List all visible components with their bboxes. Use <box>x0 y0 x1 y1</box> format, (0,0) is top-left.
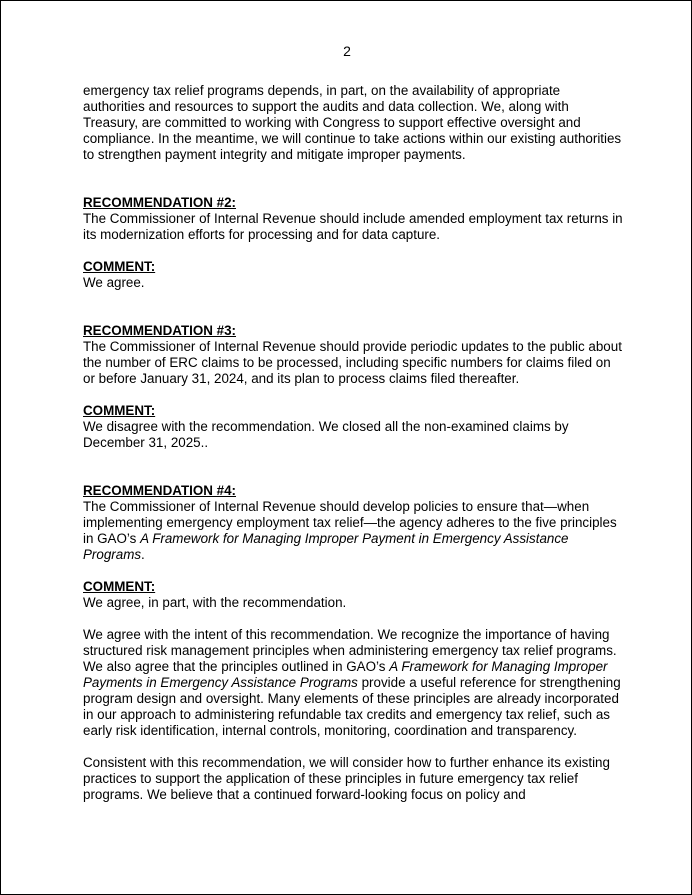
comment-2-heading: COMMENT: <box>83 259 156 274</box>
comment-3-text: We disagree with the recommendation. We closed all the non-examined claims by December 31, 2025.. <box>83 419 569 450</box>
comment-2-text: We agree. <box>83 275 145 290</box>
comment-3-heading: COMMENT: <box>83 403 156 418</box>
recommendation-4-text-lead: The Commissioner of Internal Revenue should develop policies to ensure that—when implementing emergency employment tax relief—the agency adheres to the five principles in GAO’s <box>83 499 617 546</box>
gao-framework-title-2: A Framework for Managing Improper Payments in Emergency Assistance Programs <box>83 659 608 690</box>
paragraph-1-lead: We agree with the intent of this recommendation. We recognize the importance of having structured risk management principles when administering emergency tax relief programs. We also agree that the principles outlined in GAO’s <box>83 627 617 674</box>
recommendation-4-text <box>83 499 623 563</box>
page-number: 2 <box>343 43 351 59</box>
recommendation-2-section <box>83 195 623 291</box>
recommendation-4-section <box>83 483 623 803</box>
recommendation-2-text: The Commissioner of Internal Revenue should include amended employment tax returns in its modernization efforts for processing and for data capture. <box>83 211 623 242</box>
recommendation-4-text-end: . <box>141 547 145 562</box>
comment-4-text: We agree, in part, with the recommendation. <box>83 595 347 610</box>
comment-4-paragraph-2: Consistent with this recommendation, we will consider how to further enhance its existing practices to support the application of these principles in future emergency tax relief programs. We believe that a continued forward-looking focus on policy and <box>83 755 610 802</box>
recommendation-2-heading: RECOMMENDATION #2: <box>83 195 237 210</box>
comment-4-paragraph-1 <box>83 627 623 739</box>
intro-paragraph: emergency tax relief programs depends, in part, on the availability of appropriate authorities and resources to support the audits and data collection. We, along with Treasury, are committed to working with Congress to support effective oversight and compliance. In the meantime, we will continue to take actions within our existing authorities to strengthen payment integrity and mitigate improper payments. <box>83 83 622 162</box>
comment-4-heading: COMMENT: <box>83 579 156 594</box>
recommendation-3-section <box>83 323 623 451</box>
recommendation-4-heading: RECOMMENDATION #4: <box>83 483 237 498</box>
recommendation-3-text: The Commissioner of Internal Revenue should provide periodic updates to the public about the number of ERC claims to be processed, including specific numbers for claims filed on or before January 31, 2024, and its plan to process claims filed thereafter. <box>83 339 622 386</box>
paragraph-1-end: provide a useful reference for strengthening program design and oversight. Many elements of these principles are already incorporated in our approach to administering refundable tax credits and emergency tax relief, such as early risk identification, internal controls, monitoring, coordination and transparency. <box>83 675 621 738</box>
gao-framework-title: A Framework for Managing Improper Payment in Emergency Assistance Programs <box>83 531 569 562</box>
page-content <box>83 83 623 803</box>
recommendation-3-heading: RECOMMENDATION #3: <box>83 323 237 338</box>
